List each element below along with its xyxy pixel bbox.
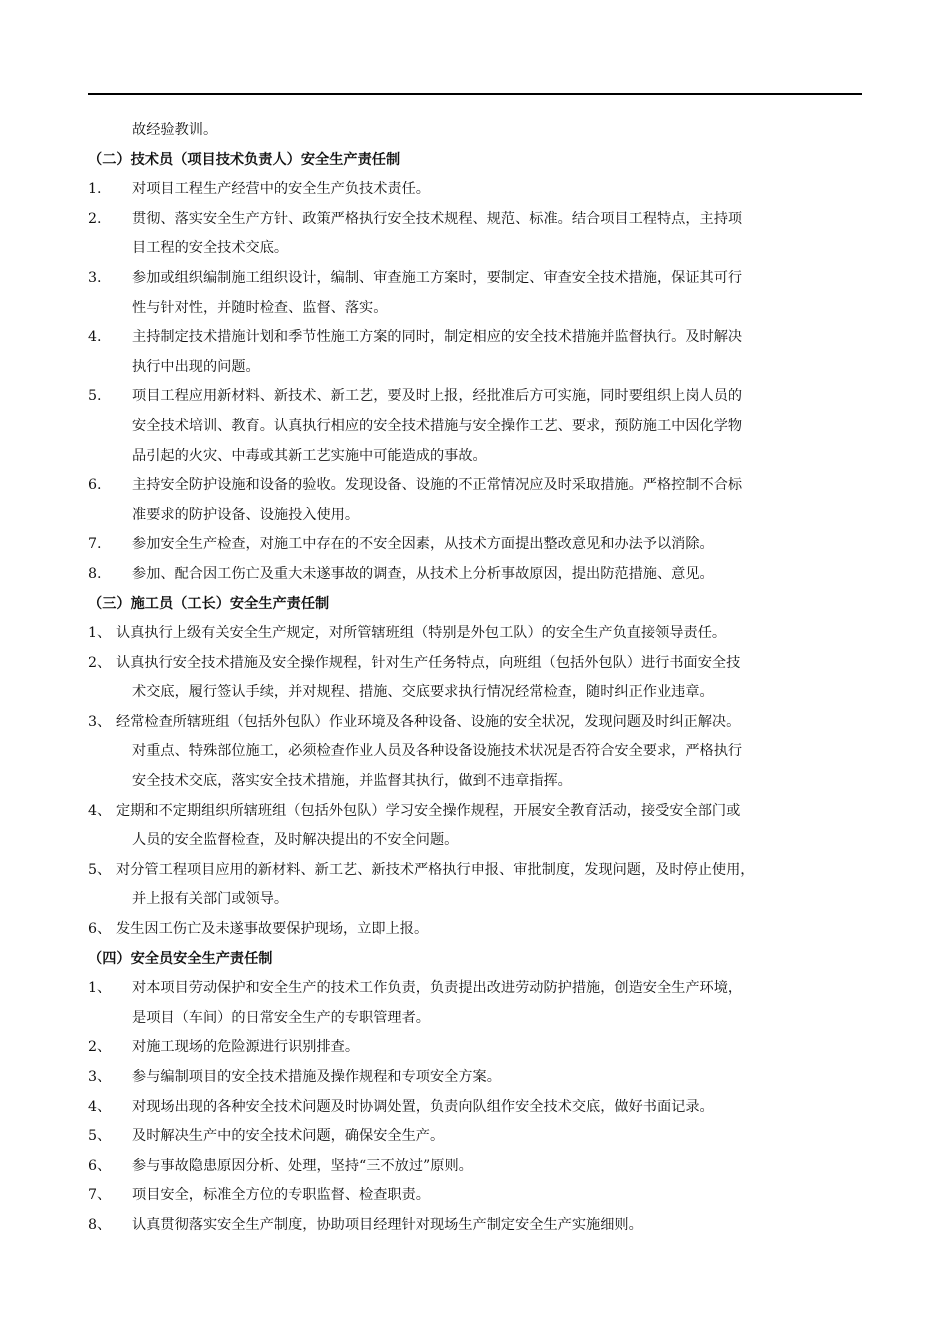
header-rule	[88, 93, 862, 95]
list-item-text: 准要求的防护设备、设施投入使用。	[132, 506, 360, 523]
list-item-number: 2.	[88, 210, 102, 227]
list-item-text: 贯彻、落实安全生产方针、政策严格执行安全技术规程、规范、标准。结合项目工程特点，主持项	[132, 210, 743, 227]
list-item	[88, 974, 878, 1004]
list-item-text: 参加、配合因工伤亡及重大未遂事故的调查，从技术上分析事故原因，提出防范措施、意见。	[132, 565, 714, 582]
document-body	[88, 116, 878, 1241]
list-item-continuation	[88, 501, 878, 531]
list-item-text: 参加安全生产检查，对施工中存在的不安全因素，从技术方面提出整改意见和办法予以消除。	[132, 536, 714, 553]
list-item-text: 性与针对性，并随时检查、监督、落实。	[132, 299, 388, 316]
list-item-text: 主持制定技术措施计划和季节性施工方案的同时，制定相应的安全技术措施并监督执行。及时解决	[132, 329, 743, 346]
list-item-text: 对重点、特殊部位施工，必须检查作业人员及各种设备设施技术状况是否符合安全要求，严格执行	[132, 743, 743, 760]
list-item-number: 5、	[88, 861, 112, 878]
list-item-number: 3、	[88, 713, 112, 730]
list-item	[88, 264, 878, 294]
list-item-text: 安全技术培训、教育。认真执行相应的安全技术措施与安全操作工艺、要求，预防施工中因化学物	[132, 417, 743, 434]
list-item-continuation	[88, 442, 878, 472]
list-item-text: 对项目工程生产经营中的安全生产负技术责任。	[132, 181, 430, 198]
list-item-text: 是项目（车间）的日常安全生产的专职管理者。	[132, 1009, 430, 1026]
list-item	[88, 471, 878, 501]
list-item-text: 认真执行上级有关安全生产规定，对所管辖班组（特别是外包工队）的安全生产负直接领导责任。	[116, 625, 727, 642]
list-item	[88, 1152, 878, 1182]
list-item	[88, 382, 878, 412]
list-item-text: 执行中出现的问题。	[132, 358, 260, 375]
list-item	[88, 1211, 878, 1241]
list-item-text: 项目工程应用新材料、新技术、新工艺，要及时上报，经批准后方可实施，同时要组织上岗人员的	[132, 388, 743, 405]
list-item-number: 4.	[88, 329, 102, 346]
list-item-text: 品引起的火灾、中毒或其新工艺实施中可能造成的事故。	[132, 447, 487, 464]
list-item-number: 5.	[88, 388, 102, 405]
list-item-number: 1、	[88, 625, 112, 642]
list-item-text: 术交底，履行签认手续，并对规程、措施、交底要求执行情况经常检查，随时纠正作业违章。	[132, 684, 714, 701]
list-item-text: 对分管工程项目应用的新材料、新工艺、新技术严格执行申报、审批制度，发现问题，及时停止使用，	[116, 861, 755, 878]
list-item-text: 经常检查所辖班组（包括外包队）作业环境及各种设备、设施的安全状况，发现问题及时纠正解决。	[116, 713, 741, 730]
list-item	[88, 1093, 878, 1123]
list-item-continuation	[88, 412, 878, 442]
list-item-continuation	[88, 885, 878, 915]
section-heading: （二）技术员（项目技术负责人）安全生产责任制	[88, 151, 401, 168]
list-item-number: 8、	[88, 1216, 112, 1233]
list-item	[88, 915, 878, 945]
list-item	[88, 530, 878, 560]
list-item-number: 4、	[88, 1098, 112, 1115]
list-item	[88, 856, 878, 886]
list-item-number: 2、	[88, 1039, 112, 1056]
list-item-text: 故经验教训。	[132, 122, 218, 138]
list-item-continuation	[88, 678, 878, 708]
list-item-text: 认真执行安全技术措施及安全操作规程，针对生产任务特点，向班组（包括外包队）进行书面安全技	[116, 654, 741, 671]
list-item	[88, 649, 878, 679]
list-item-number: 5、	[88, 1128, 112, 1145]
list-item-continuation	[88, 116, 878, 146]
list-item-text: 对本项目劳动保护和安全生产的技术工作负责，负责提出改进劳动防护措施，创造安全生产环境，	[132, 980, 743, 997]
list-item	[88, 708, 878, 738]
section-heading: （四）安全员安全生产责任制	[88, 950, 273, 967]
list-item-continuation	[88, 294, 878, 324]
list-item	[88, 560, 878, 590]
list-item-number: 6.	[88, 477, 102, 494]
list-item	[88, 1181, 878, 1211]
list-item-continuation	[88, 826, 878, 856]
list-item-number: 3.	[88, 269, 102, 286]
list-item-continuation	[88, 767, 878, 797]
list-item	[88, 175, 878, 205]
list-item-text: 项目安全，标准全方位的专职监督、检查职责。	[132, 1187, 430, 1204]
list-item	[88, 1122, 878, 1152]
list-item-text: 对施工现场的危险源进行识别排查。	[132, 1039, 360, 1056]
list-item-text: 发生因工伤亡及未遂事故要保护现场，立即上报。	[116, 921, 429, 938]
list-item-continuation	[88, 1004, 878, 1034]
list-item-number: 7、	[88, 1187, 112, 1204]
list-item-number: 2、	[88, 654, 112, 671]
list-item-text: 定期和不定期组织所辖班组（包括外包队）学习安全操作规程，开展安全教育活动，接受安全部门或	[116, 802, 741, 819]
list-item-number: 1、	[88, 980, 112, 997]
list-item-number: 8.	[88, 565, 102, 582]
list-item	[88, 619, 878, 649]
list-item-continuation	[88, 353, 878, 383]
list-item-text: 参与事故隐患原因分析、处理，坚持“三不放过”原则。	[132, 1157, 473, 1174]
list-item-text: 安全技术交底，落实安全技术措施，并监督其执行，做到不违章指挥。	[132, 773, 572, 790]
list-item-number: 6、	[88, 1157, 112, 1174]
list-item-number: 1.	[88, 181, 102, 198]
list-item-text: 对现场出现的各种安全技术问题及时协调处置，负责向队组作安全技术交底，做好书面记录。	[132, 1098, 714, 1115]
list-item-text: 及时解决生产中的安全技术问题，确保安全生产。	[132, 1128, 445, 1145]
list-item-number: 7.	[88, 536, 102, 553]
list-item-text: 目工程的安全技术交底。	[132, 240, 289, 257]
list-item-text: 主持安全防护设施和设备的验收。发现设备、设施的不正常情况应及时采取措施。严格控制不合标	[132, 477, 743, 494]
list-item	[88, 323, 878, 353]
list-item-text: 认真贯彻落实安全生产制度，协助项目经理针对现场生产制定安全生产实施细则。	[132, 1216, 643, 1233]
list-item	[88, 1033, 878, 1063]
list-item-text: 参加或组织编制施工组织设计，编制、审查施工方案时，要制定、审查安全技术措施，保证其可行	[132, 269, 743, 286]
list-item-continuation	[88, 234, 878, 264]
list-item-text: 并上报有关部门或领导。	[132, 891, 289, 908]
list-item	[88, 1063, 878, 1093]
list-item-number: 3、	[88, 1069, 112, 1085]
section-heading: （三）施工员（工长）安全生产责任制	[88, 595, 330, 612]
list-item-text: 参与编制项目的安全技术措施及操作规程和专项安全方案。	[132, 1069, 501, 1085]
list-item	[88, 797, 878, 827]
list-item-number: 6、	[88, 921, 112, 938]
list-item-continuation	[88, 737, 878, 767]
list-item	[88, 205, 878, 235]
list-item-text: 人员的安全监督检查，及时解决提出的不安全问题。	[132, 832, 459, 849]
list-item-number: 4、	[88, 802, 112, 819]
